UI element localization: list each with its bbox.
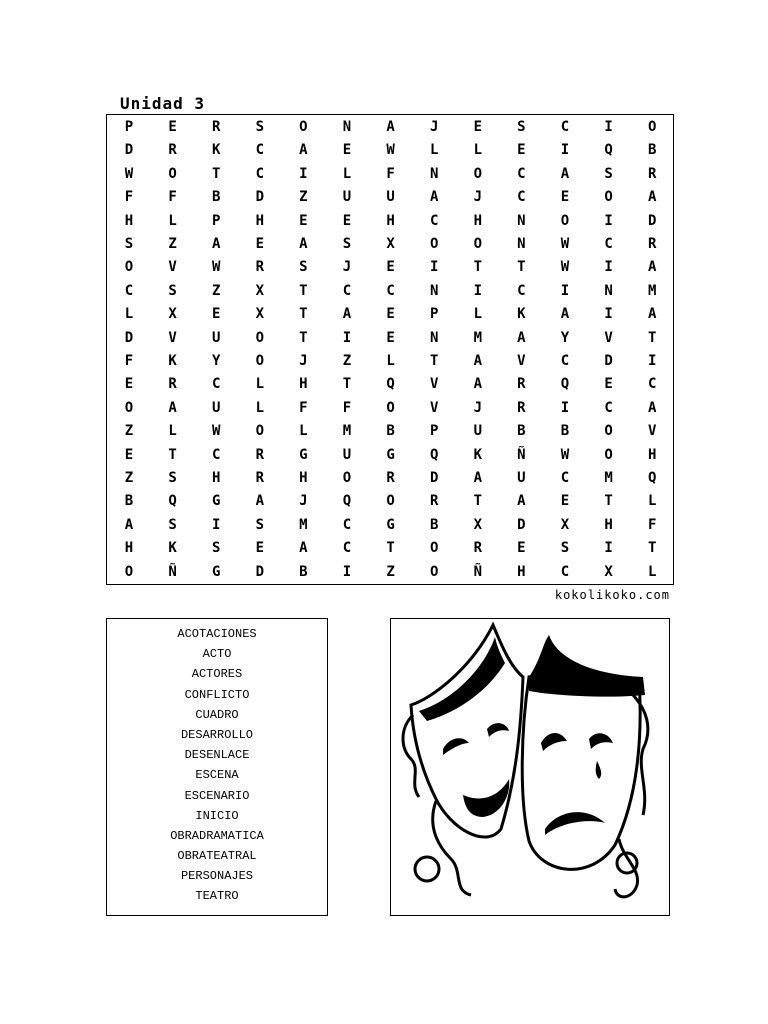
grid-cell: T [299, 329, 308, 346]
grid-cell: C [211, 446, 221, 463]
grid-cell: T [647, 540, 657, 557]
grid-cell: A [255, 493, 265, 510]
grid-cell: C [342, 282, 352, 299]
grid-cell: A [211, 236, 221, 252]
grid-cell: V [429, 399, 439, 416]
grid-cell: S [124, 236, 134, 252]
grid-cell: A [299, 236, 308, 252]
grid-cell: D [604, 353, 613, 369]
grid-cell: S [517, 119, 526, 135]
grid-cell: C [647, 376, 657, 393]
grid-cell: C [560, 563, 570, 580]
grid-cell: S [168, 470, 177, 486]
grid-cell: T [299, 282, 308, 299]
grid-cell: V [168, 329, 177, 346]
grid-cell: C [517, 189, 526, 206]
grid-cell: A [473, 353, 483, 369]
grid-cell: O [386, 399, 395, 416]
grid-cell: W [560, 259, 570, 276]
grid-cell: A [647, 399, 657, 416]
word-list-item: ESCENARIO [184, 788, 250, 803]
grid-cell: B [386, 423, 395, 440]
grid-cell: K [517, 306, 526, 323]
grid-cell: Q [604, 142, 613, 159]
word-search-grid [106, 114, 674, 585]
grid-cell: W [211, 423, 221, 440]
grid-cell: D [255, 189, 265, 206]
grid-cell: Z [124, 423, 134, 440]
grid-cell: L [647, 493, 657, 510]
grid-cell: H [255, 212, 265, 229]
grid-cell: X [560, 516, 570, 533]
grid-cell: R [647, 236, 657, 252]
grid-cell: O [604, 423, 613, 440]
grid-cell: G [386, 516, 395, 533]
word-list-item: OBRATEATRAL [177, 849, 257, 864]
grid-cell: Z [124, 470, 134, 486]
grid-cell: T [473, 493, 483, 510]
grid-cell: I [647, 353, 657, 369]
grid-cell: O [473, 236, 483, 252]
grid-cell: F [299, 399, 308, 416]
grid-cell: C [255, 165, 265, 182]
grid-cell: X [473, 516, 483, 533]
grid-cell: C [342, 516, 352, 533]
grid-cell: I [604, 119, 613, 135]
grid-cell: D [429, 470, 439, 486]
grid-cell: I [604, 212, 613, 229]
grid-cell: E [517, 540, 526, 557]
grid-cell: P [429, 423, 439, 440]
grid-cell: F [386, 165, 395, 182]
grid-cell: I [299, 165, 308, 182]
grid-cell: A [647, 306, 657, 323]
grid-cell: R [429, 493, 439, 510]
grid-cell: A [429, 189, 439, 206]
grid-cell: O [647, 119, 657, 135]
grid-cell: O [386, 493, 395, 510]
grid-cell: U [386, 189, 395, 206]
grid-cell: J [473, 189, 483, 206]
grid-cell: F [124, 353, 134, 369]
grid-cell: I [429, 259, 439, 276]
grid-cell: Y [211, 353, 221, 369]
grid-cell: Z [386, 563, 395, 580]
grid-cell: I [560, 142, 570, 159]
grid-cell: A [299, 142, 308, 159]
grid-cell: C [560, 470, 570, 486]
grid-cell: O [299, 119, 308, 135]
grid-cell: O [429, 563, 439, 580]
grid-cell: F [124, 189, 134, 206]
grid-cell: I [342, 563, 352, 580]
grid-cell: H [473, 212, 483, 229]
grid-cell: C [211, 376, 221, 393]
grid-cell: E [255, 236, 265, 252]
grid-cell: U [342, 189, 352, 206]
grid-cell: O [604, 446, 613, 463]
grid-cell: H [604, 516, 613, 533]
word-list-item: ESCENA [195, 768, 239, 783]
grid-cell: A [386, 119, 395, 135]
word-list [106, 618, 328, 916]
grid-cell: Q [647, 470, 657, 486]
grid-cell: T [386, 540, 395, 557]
grid-cell: L [299, 423, 308, 440]
grid-cell: Ñ [473, 563, 483, 580]
grid-cell: A [560, 306, 570, 323]
grid-cell: G [211, 493, 221, 510]
grid-cell: I [560, 282, 570, 299]
grid-cell: S [168, 282, 177, 299]
grid-cell: O [473, 165, 483, 182]
grid-cell: Z [211, 282, 221, 299]
grid-cell: E [604, 376, 613, 393]
grid-cell: I [211, 516, 221, 533]
word-list-item: CUADRO [195, 707, 239, 722]
grid-cell: R [647, 165, 657, 182]
grid-cell: H [386, 212, 395, 229]
grid-cell: X [386, 236, 395, 252]
grid-cell: D [647, 212, 657, 229]
grid-cell: C [560, 353, 570, 369]
grid-cell: T [429, 353, 439, 369]
grid-cell: H [647, 446, 657, 463]
grid-cell: L [473, 142, 483, 159]
grid-cell: A [168, 399, 177, 416]
grid-cell: A [342, 306, 352, 323]
grid-cell: C [386, 282, 395, 299]
grid-cell: M [299, 516, 308, 533]
grid-cell: F [647, 516, 657, 533]
grid-cell: U [342, 446, 352, 463]
grid-cell: P [211, 212, 221, 229]
grid-cell: C [517, 165, 526, 182]
grid-cell: E [299, 212, 308, 229]
grid-cell: C [517, 282, 526, 299]
grid-cell: R [517, 399, 526, 416]
grid-cell: I [604, 259, 613, 276]
word-list-item: OBRADRAMATICA [170, 828, 264, 843]
word-list-item: PERSONAJES [180, 869, 253, 884]
grid-cell: S [255, 516, 265, 533]
grid-cell: K [168, 353, 177, 369]
grid-cell: B [124, 493, 134, 510]
grid-cell: B [211, 189, 221, 206]
grid-cell: E [560, 189, 570, 206]
grid-cell: N [429, 165, 439, 182]
grid-cell: Ñ [168, 563, 177, 580]
grid-cell: O [604, 189, 613, 206]
grid-cell: H [124, 540, 134, 557]
grid-cell: H [299, 376, 308, 393]
grid-cell: U [517, 470, 526, 486]
grid-cell: B [299, 563, 308, 580]
grid-cell: O [429, 540, 439, 557]
grid-cell: D [255, 563, 265, 580]
grid-cell: I [560, 399, 570, 416]
grid-cell: L [647, 563, 657, 580]
grid-cell: Y [560, 329, 570, 346]
grid-cell: Z [168, 236, 177, 252]
grid-cell: G [211, 563, 221, 580]
grid-cell: T [299, 306, 308, 323]
word-list-item: DESENLACE [184, 748, 250, 763]
grid-cell: Z [299, 189, 308, 206]
grid-cell: H [299, 470, 308, 486]
word-list-item: ACTO [202, 647, 232, 662]
grid-cell: R [168, 142, 177, 159]
grid-cell: K [211, 142, 221, 159]
grid-cell: X [604, 563, 613, 580]
grid-cell: S [168, 516, 177, 533]
grid-cell: O [255, 353, 265, 369]
grid-cell: S [299, 259, 308, 276]
grid-cell: K [168, 540, 177, 557]
grid-cell: X [255, 306, 265, 323]
grid-cell: E [517, 142, 526, 159]
grid-cell: A [299, 540, 308, 557]
grid-cell: R [255, 259, 265, 276]
grid-cell: L [342, 165, 352, 182]
grid-cell: N [604, 282, 613, 299]
grid-cell: Q [342, 493, 352, 510]
grid-cell: E [255, 540, 265, 557]
grid-cell: A [647, 259, 657, 276]
grid-cell: A [517, 329, 526, 346]
grid-cell: R [386, 470, 395, 486]
grid-cell: Z [342, 353, 352, 369]
grid-cell: L [386, 353, 395, 369]
word-list-item: CONFLICTO [184, 687, 250, 702]
grid-cell: S [211, 540, 221, 557]
grid-cell: A [517, 493, 526, 510]
grid-cell: W [560, 446, 570, 463]
grid-cell: Q [168, 493, 177, 510]
grid-cell: I [604, 306, 613, 323]
grid-cell: L [168, 423, 177, 440]
grid-cell: C [429, 212, 439, 229]
grid-cell: O [124, 399, 134, 416]
grid-cell: W [124, 165, 134, 182]
grid-cell: G [386, 446, 395, 463]
grid-cell: E [386, 259, 395, 276]
grid-cell: E [168, 119, 177, 135]
grid-cell: F [342, 399, 352, 416]
grid-cell: W [211, 259, 221, 276]
grid-cell: R [473, 540, 483, 557]
grid-cell: K [473, 446, 483, 463]
grid-cell: W [560, 236, 570, 252]
word-list-item: INICIO [195, 808, 239, 823]
grid-cell: J [429, 119, 439, 135]
grid-cell: L [255, 376, 265, 393]
page-title: Unidad 3 [120, 94, 206, 113]
grid-cell: S [604, 165, 613, 182]
grid-cell: P [124, 119, 134, 135]
grid-cell: Q [560, 376, 570, 393]
grid-cell: S [560, 540, 570, 557]
grid-cell: R [517, 376, 526, 393]
grid-cell: Q [386, 376, 395, 393]
grid-cell: P [429, 306, 439, 323]
grid-cell: I [604, 540, 613, 557]
grid-cell: A [647, 189, 657, 206]
grid-cell: S [255, 119, 265, 135]
grid-cell: T [168, 446, 177, 463]
grid-cell: I [342, 329, 352, 346]
grid-cell: C [604, 236, 613, 252]
grid-cell: R [211, 119, 221, 135]
grid-cell: V [429, 376, 439, 393]
grid-cell: C [604, 399, 613, 416]
grid-cell: A [560, 165, 570, 182]
grid-cell: L [473, 306, 483, 323]
theater-masks-icon [391, 619, 669, 915]
grid-cell: C [342, 540, 352, 557]
grid-cell: J [473, 399, 483, 416]
grid-cell: O [560, 212, 570, 229]
grid-cell: F [168, 189, 177, 206]
grid-cell: E [386, 306, 395, 323]
grid-cell: O [124, 259, 134, 276]
grid-cell: E [124, 376, 134, 393]
grid-cell: L [429, 142, 439, 159]
grid-cell: A [473, 376, 483, 393]
grid-cell: U [211, 329, 221, 346]
grid-cell: H [517, 563, 526, 580]
grid-cell: E [342, 212, 352, 229]
grid-cell: E [386, 329, 395, 346]
grid-cell: O [255, 329, 265, 346]
word-list-item: DESARROLLO [180, 727, 253, 742]
grid-cell: E [124, 446, 134, 463]
grid-cell: C [255, 142, 265, 159]
grid-cell: W [386, 142, 395, 159]
grid-cell: S [342, 236, 352, 252]
grid-cell: V [168, 259, 177, 276]
grid-cell: R [255, 446, 265, 463]
grid-cell: E [560, 493, 570, 510]
grid-cell: T [517, 259, 526, 276]
grid-cell: O [342, 470, 352, 486]
grid-cell: D [517, 516, 526, 533]
grid-cell: A [124, 516, 134, 533]
grid-cell: N [429, 329, 439, 346]
grid-cell: J [299, 353, 308, 369]
word-list-item: ACOTACIONES [177, 627, 257, 641]
grid-cell: D [124, 142, 134, 159]
grid-cell: O [124, 563, 134, 580]
grid-cell: L [124, 306, 134, 323]
grid-cell: B [517, 423, 526, 440]
grid-cell: T [604, 493, 613, 510]
word-list-item: TEATRO [195, 889, 239, 904]
grid-cell: B [560, 423, 570, 440]
grid-cell: J [342, 259, 352, 276]
grid-cell: T [473, 259, 483, 276]
grid-cell: H [211, 470, 221, 486]
grid-cell: M [473, 329, 483, 346]
grid-cell: M [342, 423, 352, 440]
grid-cell: R [255, 470, 265, 486]
grid-cell: E [211, 306, 221, 323]
grid-cell: I [473, 282, 483, 299]
grid-cell: B [647, 142, 657, 159]
grid-cell: M [604, 470, 613, 486]
grid-cell: U [211, 399, 221, 416]
grid-cell: O [255, 423, 265, 440]
grid-cell: B [429, 516, 439, 533]
grid-cell: D [124, 329, 134, 346]
grid-cell: J [299, 493, 308, 510]
grid-cell: R [168, 376, 177, 393]
grid-cell: C [124, 282, 134, 299]
grid-cell: V [647, 423, 657, 440]
image-box [390, 618, 670, 916]
grid-cell: E [342, 142, 352, 159]
grid-cell: A [473, 470, 483, 486]
grid-cell: T [342, 376, 352, 393]
grid-cell: X [168, 306, 177, 323]
grid-cell: M [647, 282, 657, 299]
grid-cell: V [517, 353, 526, 369]
word-list-item: ACTORES [191, 667, 243, 682]
grid-cell: O [429, 236, 439, 252]
grid-cell: N [342, 119, 352, 135]
site-credit: kokolikoko.com [554, 588, 670, 602]
grid-cell: T [647, 329, 657, 346]
grid-cell: V [604, 329, 613, 346]
grid-cell: L [168, 212, 177, 229]
grid-cell: O [168, 165, 177, 182]
grid-cell: H [124, 212, 134, 229]
grid-cell: L [255, 399, 265, 416]
grid-cell: N [517, 212, 526, 229]
grid-cell: E [473, 119, 483, 135]
grid-cell: Q [429, 446, 439, 463]
grid-cell: Ñ [517, 446, 526, 463]
grid-cell: T [211, 165, 221, 182]
grid-cell: N [517, 236, 526, 252]
grid-cell: X [255, 282, 265, 299]
grid-cell: U [473, 423, 483, 440]
grid-cell: N [429, 282, 439, 299]
grid-cell: C [560, 119, 570, 135]
grid-cell: G [299, 446, 308, 463]
